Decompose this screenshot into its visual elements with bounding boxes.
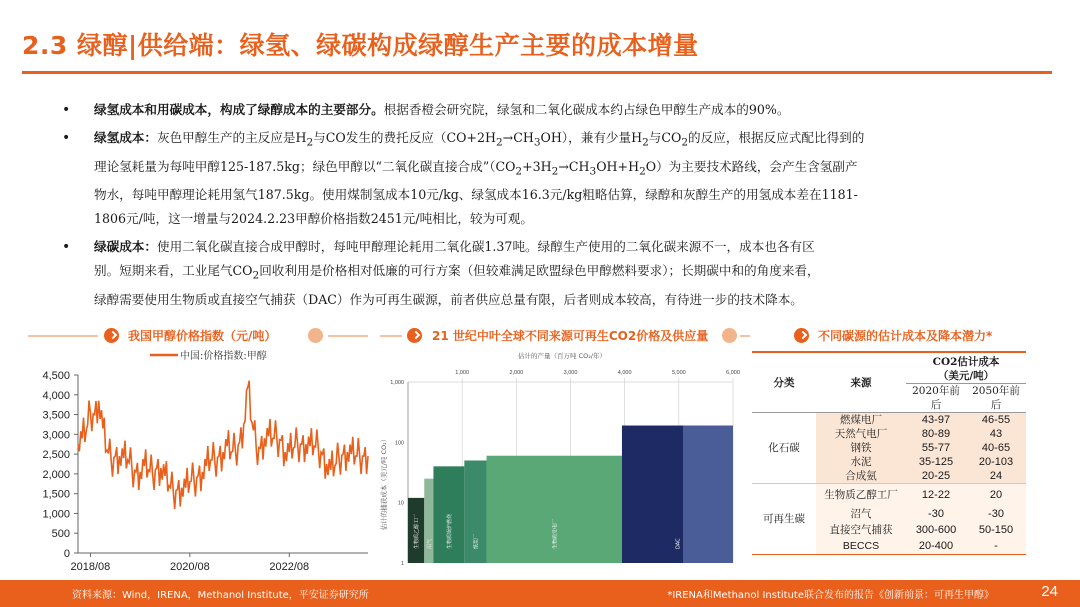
source-cell: 沼气 [816,506,906,522]
bullet-item-2: • 绿氢成本：灰色甲醇生产的主反应是$H_2$与CO发生的费托反应$(CO+2H_2\to CH_3OH)$，兼有少量$H_2$与$CO_2$的反应，根据反应式配比得到的 理论氢耗量为每吨甲醇125-187.5kg；绿色甲醇以“二氧化碳直接合成$”(CO_2+3H_2\to CH_3OH+H_2O)$为主要技术路线，会产生含氢副产 物水，每吨甲醇理论耗用氢气187.5kg。使用煤制氢成本10元/kg、绿氢成本16.3元/kg粗略估算，绿醇和灰醇生产的用氢成本差在1181- 1806元/吨，这一增量与2024.2.23甲醇价格指数2451元/吨相比，较为可观。 [62,126,1022,231]
arrow-icon [794,328,809,343]
value-2020: 12-22 [906,484,966,507]
page-title: 2.3 绿醇|供给端：绿氢、绿碳构成绿醇生产主要的成本增量 [22,31,699,60]
bar-label: 纸浆厂 [473,533,480,549]
x-tick-label: 1,000 [455,370,470,376]
bullet-2-text: OH），兼有少量H [540,130,643,145]
co2-supply-chart [378,348,743,570]
y-tick-label: 1,000 [390,380,404,386]
value-2050: 43 [966,427,1026,441]
bullet-list [62,98,1022,316]
source-cell: 钢铁 [816,441,906,455]
value-2050: - [966,538,1026,555]
y-tick-label: 1,500 [42,488,70,501]
subscript: 2 [252,269,260,282]
panel-header-co2 [380,325,750,347]
panel-header-table [760,325,1060,347]
y-tick-label: 2,500 [42,449,70,462]
source-cell: 生物质乙醇工厂 [816,484,906,507]
header-2050: 2050年前 [966,384,1026,399]
x-tick-label: 2022/08 [269,561,310,572]
subscript: 2 [306,136,314,149]
circle-icon [722,328,737,343]
source-cell: 天然气电厂 [816,427,906,441]
circle-icon [308,328,323,343]
bar-label: DAC [675,538,682,549]
value-2050: 20 [966,484,1026,507]
header-rule [380,335,402,337]
y-tick-label: 0 [63,548,70,560]
bullet-2-text: →CH [558,158,590,174]
subscript: 2 [642,136,649,149]
bullet-3-lead: 绿碳成本： [94,239,157,255]
bullet-2-text: 1806元/吨，这一增量与2024.2.23甲醇价格指数2451元/吨相比，较为可观。 [94,211,533,227]
bullet-2-lead: 绿氢成本： [94,130,157,145]
bullet-icon: • [62,102,71,118]
value-2050: 24 [966,469,1026,484]
x-tick-label: 3,000 [563,370,578,376]
arrow-icon [104,328,119,343]
value-2050: 50-150 [966,522,1026,538]
title-bar [0,0,1080,76]
value-2020: 20-400 [906,538,966,555]
subscript: 2 [495,136,503,149]
source-cell: 水泥 [816,455,906,469]
category-fossil: 化石碳 [752,413,816,484]
bullet-2-text: 理论氢耗量为每吨甲醇125-187.5kg；绿色甲醇以“二氧化碳直接合成”（CO [94,158,516,174]
y-tick-label: 100 [394,440,404,447]
y-tick-label: 1,000 [42,508,70,521]
bullet-icon: • [62,239,71,256]
bullet-2-text: 物水，每吨甲醇理论耗用氢气187.5kg。使用煤制氢成本10元/kg、绿氢成本16.3元/kg粗略估算，绿醇和灰醇生产的用氢成本差在1181- [94,187,858,203]
y-tick-label: 4,500 [42,370,70,382]
header-2020-tail: 后 [930,399,942,411]
x-tick-label: 6,000 [726,370,740,376]
source-note: 资料来源：Wind，IRENA，Methanol Institute，平安证券研究所 [72,590,369,601]
value-2020: 20-25 [906,469,966,484]
series-line [78,381,368,509]
bullet-2-text: →CH [502,130,534,145]
bullet-2-text: O）为主要技术路线，会产生含氢副产 [645,158,858,174]
x-axis-title: 估计的产量（百万吨 CO₂/年） [517,352,607,360]
header-cost [906,352,1026,384]
header-rule [328,335,368,337]
y-tick-label: 1 [400,561,404,567]
y-tick-label: 2,000 [42,468,70,481]
header-2020: 2020年前 [906,384,966,399]
y-axis-title: 估计的捕获成本（美元/吨 CO₂） [380,435,388,531]
y-tick-label: 3,500 [42,409,70,422]
bar-fade [683,426,733,563]
value-2050: 20-103 [966,455,1026,469]
value-2050: 40-65 [966,441,1026,455]
header-cost-line1: CO2估计成本 [932,356,1000,368]
subscript: 2 [515,165,523,178]
y-axis-ticks [42,370,78,560]
bullet-3-text: 回收利用是价格相对低廉的可行方案（但较难满足欧盟绿色甲醇燃料要求）；长期碳中和的角度来看， [259,263,820,279]
report-note: *IRENA和Methanol Institute联合发布的报告《创新前景：可再生甲醇》 [667,590,994,601]
table-row [752,484,1026,507]
source-cell: 燃煤电厂 [816,413,906,428]
x-tick-label: 2020/08 [169,561,210,572]
category-renewable: 可再生碳 [752,484,816,555]
source-cell: 合成氨 [816,469,906,484]
carbon-cost-table [752,351,1026,555]
bar-label: 生物质乙醇工厂 [414,513,421,549]
x-tick-label: 2,000 [509,370,524,376]
bullet-2-text: 与CO [648,130,682,145]
value-2020: 35-125 [906,455,966,469]
source-cell: 直接空气捕获 [816,522,906,538]
bullet-1-text: 根据香橙会研究院，绿氢和二氧化碳成本约占绿色甲醇生产成本的90%。 [383,102,790,117]
bullet-icon: • [62,130,71,146]
value-2020: -30 [906,506,966,522]
bullet-2-text: OH+H [596,158,640,174]
table-header-row [752,352,1026,384]
y-tick-label: 10 [397,500,404,507]
footer-bar [0,580,1080,607]
subscript: 2 [551,165,559,178]
bullet-2-text: 的反应，根据反应式配比得到的 [688,130,865,145]
x-tick-label: 2018/08 [70,561,111,572]
value-2020: 55-77 [906,441,966,455]
bullet-3-text: 绿醇需要使用生物质或直接空气捕获（DAC）作为可再生碳源，前者供应总量有限，后者则成本较高，有待进一步的技术降本。 [94,291,803,307]
header-source: 来源 [850,376,872,389]
header-cost-line2: （美元/吨） [937,370,995,382]
legend-label: 中国:价格指数:甲醇 [180,351,267,362]
bar-label: 生物质锅炉燃烧 [446,513,453,549]
header-2050-tail: 后 [990,399,1002,411]
header-rule [740,335,750,337]
value-2020: 43-97 [906,413,966,428]
header-rule [28,335,98,337]
subscript: 2 [639,165,646,178]
bullet-2-text: 灰色甲醇生产的主反应是H [156,130,307,145]
y-tick-label: 500 [51,528,70,541]
source-cell: BECCS [816,538,906,555]
arrow-icon [407,328,422,343]
subscript: 2 [681,136,689,149]
title-underline [22,71,1052,74]
bullet-item-1 [62,98,1022,122]
x-axis-ticks [71,553,310,572]
y-tick-label: 4,000 [42,389,70,402]
table-row [752,413,1026,428]
bar-label: 沼气 [426,538,433,549]
panel-title-co2: 21 世纪中叶全球不同来源可再生CO2价格及供应量 [432,329,709,343]
bullet-3-text: 别。短期来看，工业尾气CO [94,263,253,279]
y-tick-label: 3,000 [42,429,70,442]
value-2020: 300-600 [906,522,966,538]
x-tick-label: 4,000 [617,370,632,376]
panel-header-price [28,325,368,347]
bullet-1-lead: 绿氢成本和用碳成本，构成了绿醇成本的主要部分。 [94,102,384,117]
panel-title-table: 不同碳源的估计成本及降本潜力* [818,329,993,343]
page-number: 24 [1041,583,1058,600]
bullet-2-text: 与CO发生的费托反应（CO+2H [313,130,496,145]
value-2050: -30 [966,506,1026,522]
value-2050: 46-55 [966,413,1026,428]
methanol-price-chart [22,347,382,572]
bullet-2-text: +3H [522,158,552,174]
y-axis-ticks [390,380,404,567]
x-axis-ticks [455,370,740,376]
bar-label: 生物质发电厂 [552,518,559,549]
x-tick-label: 5,000 [671,370,686,376]
bar [424,479,433,563]
bullet-3-text: 使用二氧化碳直接合成甲醇时，每吨甲醇理论耗用二氧化碳1.37吨。绿醇生产使用的二氧化碳来源不一，成本也各有区 [156,239,815,255]
value-2020: 80-89 [906,427,966,441]
header-category: 分类 [773,376,795,389]
panel-title-price: 我国甲醇价格指数（元/吨） [128,329,277,343]
bullet-item-3 [62,235,1022,312]
